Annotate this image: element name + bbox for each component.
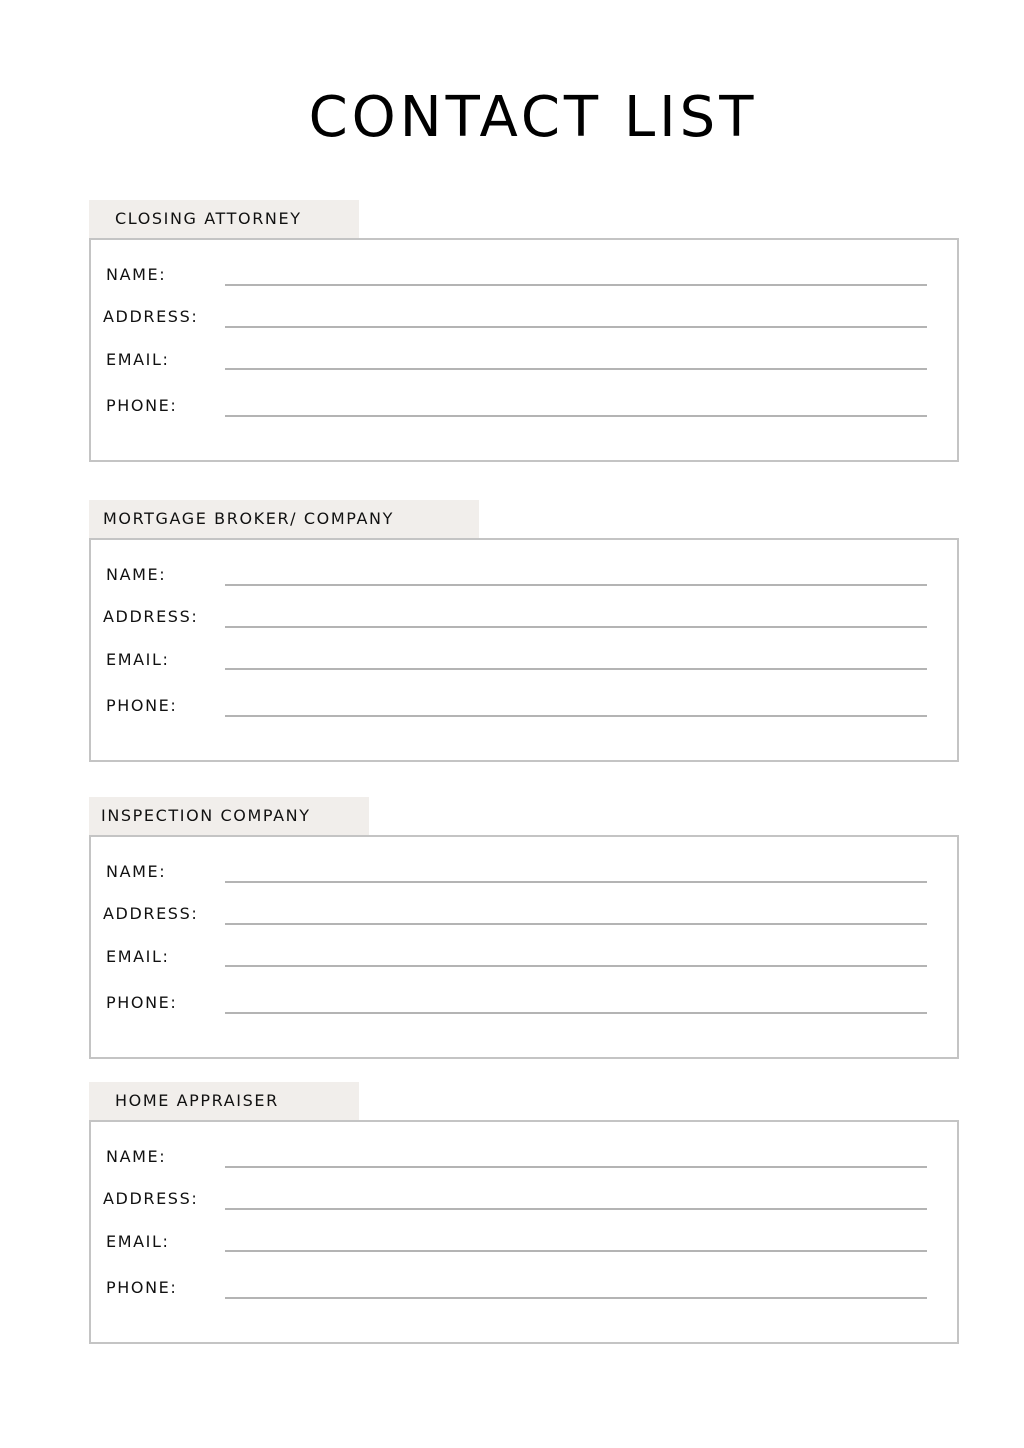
address-label: ADDRESS: (103, 307, 199, 326)
section-heading: HOME APPRAISER (89, 1082, 359, 1120)
address-field[interactable] (225, 326, 927, 328)
address-label: ADDRESS: (103, 904, 199, 923)
name-label: NAME: (106, 565, 167, 584)
name-field[interactable] (225, 1166, 927, 1168)
phone-label: PHONE: (106, 396, 178, 415)
phone-label: PHONE: (106, 993, 178, 1012)
name-field[interactable] (225, 284, 927, 286)
phone-field[interactable] (225, 715, 927, 717)
email-label: EMAIL: (106, 947, 170, 966)
section-heading: CLOSING ATTORNEY (89, 200, 359, 238)
phone-field[interactable] (225, 415, 927, 417)
email-field[interactable] (225, 668, 927, 670)
phone-label: PHONE: (106, 696, 178, 715)
name-label: NAME: (106, 862, 167, 881)
section-heading: INSPECTION COMPANY (89, 797, 369, 835)
email-field[interactable] (225, 965, 927, 967)
phone-field[interactable] (225, 1012, 927, 1014)
phone-field[interactable] (225, 1297, 927, 1299)
address-label: ADDRESS: (103, 1189, 199, 1208)
phone-label: PHONE: (106, 1278, 178, 1297)
name-label: NAME: (106, 265, 167, 284)
page-title: CONTACT LIST (308, 85, 758, 150)
address-field[interactable] (225, 626, 927, 628)
contact-card (89, 835, 959, 1059)
contact-card (89, 1120, 959, 1344)
address-field[interactable] (225, 923, 927, 925)
email-field[interactable] (225, 368, 927, 370)
email-label: EMAIL: (106, 350, 170, 369)
name-field[interactable] (225, 881, 927, 883)
email-label: EMAIL: (106, 650, 170, 669)
contact-card (89, 538, 959, 762)
name-field[interactable] (225, 584, 927, 586)
address-label: ADDRESS: (103, 607, 199, 626)
email-field[interactable] (225, 1250, 927, 1252)
email-label: EMAIL: (106, 1232, 170, 1251)
name-label: NAME: (106, 1147, 167, 1166)
contact-card (89, 238, 959, 462)
section-heading: MORTGAGE BROKER/ COMPANY (89, 500, 479, 538)
address-field[interactable] (225, 1208, 927, 1210)
